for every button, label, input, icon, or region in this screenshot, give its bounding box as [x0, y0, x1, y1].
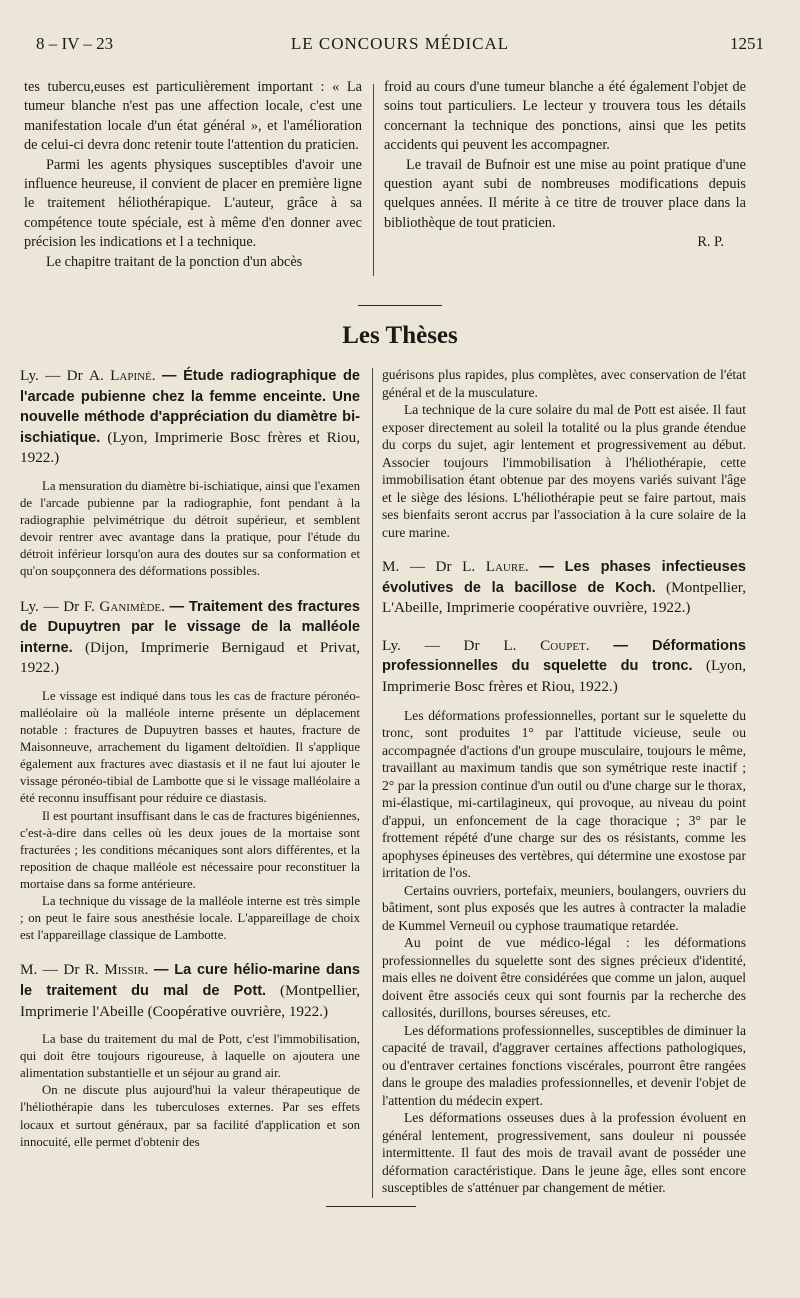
thesis-title: — Étude radiographique de l'arcade pubienne chez la femme enceinte. Une nouvelle méthode d'appréciation du diamètre bi-ischiatique. — [20, 368, 361, 446]
section-separator — [358, 305, 442, 306]
thesis-prefix: Ly. — Dr — [20, 597, 80, 615]
thesis-author: A. Lapiné. — [89, 367, 156, 384]
review-paragraph: tes tubercu,euses est particulièrement important : « La tumeur blanche n'est pas une affection locale, c'est une manifestation locale d'un état général », et l'amélioration de celui-ci devra donc retenir toute l'attention du praticien. — [24, 79, 362, 154]
thesis-heading — [382, 557, 746, 619]
summary-paragraph: Il est pourtant insuffisant dans le cas de fractures bigéniennes, c'est-à-dire dans celles où les deux joues de la mortaise sont fracturées ; les conditions mécaniques sont alors différentes, et la reposition de chaque malléole est nécessaire pour reconstituer la mortaise dans sa forme antérieure. — [20, 808, 360, 891]
issue-date: 8 – IV – 23 — [36, 34, 114, 53]
theses-left-column — [20, 366, 360, 1151]
summary-paragraph: Les déformations osseuses dues à la profession évoluent en général lentement, progressivement, sans douleur ni poussée intermittente. Il faut des mois de travail avant de posséder une déformation caractéristique. Dans le jeune âge, elles sont encore susceptibles de s'atténuer par changement de métier. — [382, 1110, 746, 1196]
thesis-title: — Traitement des fractures de Dupuytren par le vissage de la malléole interne. — [20, 598, 361, 656]
thesis-author: F. Ganimède. — [83, 597, 165, 615]
summary-paragraph: La mensuration du diamètre bi-ischiatique, ainsi que l'examen de l'arcade pubienne par la radiographie, font pendant à la radiographie pelvimétrique du détroit supérieur, et semblent devoir rentrer avec avantage dans la pratique, pour l'étude du détroit inférieur lorsqu'on aura des doutes sur sa conformation et qu'on soupçonnera des déformations possibles. — [20, 478, 360, 579]
journal-title: LE CONCOURS MÉDICAL — [290, 34, 510, 53]
summary-paragraph: Au point de vue médico-légal : les déformations professionnelles du squelette sont des signes précieux d'identité, mais elles ne doivent être considérées que comme un jalon, auquel doivent être associés ceux qui sont fournis par la recherche des callosités, durillons, bourses séreuses, etc. — [382, 935, 746, 1021]
thesis-imprint: (Lyon, Imprimerie Bosc frères et Riou, 1922.) — [20, 428, 361, 467]
summary-paragraph: Les déformations professionnelles, portant sur le squelette du tronc, sont produites 1° par l'attitude vicieuse, seule ou accompagnée d'actions d'un groupe musculaire, toujours le même, travaillant au maximum tandis que son symétrique reste inactif ; 2° par la pression continue d'un outil ou d'une charge sur le thorax, mi-élastique, mi-cartilagineux, qui provoque, au niveau du point d'appui, un enfoncement de la cage thoracique ; 3° par le frottement répété d'une charge sur des os résistants, comme les apophyses épineuses des vertèbres, qui détermine une exostose par irritation de l'os. — [382, 707, 746, 881]
end-rule — [326, 1206, 416, 1207]
thesis-summary-continued — [382, 366, 746, 541]
thesis-summary — [382, 707, 746, 1197]
thesis-summary — [20, 1031, 360, 1151]
thesis-heading — [382, 636, 746, 698]
review-paragraph: Parmi les agents physiques susceptibles d'avoir une influence heureuse, il convient de placer en première ligne le traitement héliothérapique. L'auteur, grâce à sa compétence toute spéciale, est à même d'en donner avec précision les indications et l a technique. — [24, 156, 362, 251]
review-left-column — [24, 78, 362, 272]
thesis-title: — Déformations professionnelles du squelette du tronc. — [382, 637, 747, 675]
thesis-author: R. Missir. — [84, 961, 149, 979]
review-paragraph: Le chapitre traitant de la ponction d'un abcès — [46, 253, 303, 270]
thesis-summary — [20, 688, 360, 944]
thesis-title: — Les phases infectieuses évolutives de la bacillose de Koch. — [382, 559, 747, 596]
summary-paragraph: Certains ouvriers, portefaix, meuniers, boulangers, ouvriers du bâtiment, sont plus exposés que les autres à contracter la maladie de Kummel Verneuil ou cyphose traumatique retardée. — [382, 882, 746, 933]
thesis-title: — La cure hélio-marine dans le traitement du mal de Pott. — [20, 962, 361, 999]
thesis-prefix: M. — Dr — [382, 558, 452, 575]
thesis-imprint: (Montpellier, Imprimerie l'Abeille (Coopérative ouvrière, 1922.) — [20, 981, 360, 1020]
thesis-imprint: (Montpellier, L'Abeille, Imprimerie coopérative ouvrière, 1922.) — [382, 578, 746, 617]
thesis-imprint: (Dijon, Imprimerie Bernigaud et Privat, 1922.) — [20, 638, 361, 677]
thesis-heading — [20, 366, 360, 469]
thesis-prefix: M. — Dr — [20, 961, 80, 979]
thesis-prefix: Ly. — Dr — [382, 636, 480, 654]
column-divider — [373, 84, 374, 276]
review-paragraph: Le travail de Bufnoir est une mise au point pratique d'une question ayant subi de nombreuses modifications depuis quelques années. Il mérite à ce titre de trouver place dans la bibliothèque de tout praticien. — [384, 156, 746, 231]
thesis-heading — [20, 960, 360, 1022]
thesis-heading — [20, 597, 360, 679]
thesis-author: L. Laure. — [462, 558, 529, 575]
thesis-summary — [20, 478, 360, 581]
thesis-author: L. Coupet. — [503, 636, 590, 654]
column-divider — [372, 368, 373, 1198]
page-number: 1251 — [730, 34, 764, 53]
summary-paragraph: guérisons plus rapides, plus complètes, avec conservation de l'état général et de la musculature. — [382, 367, 746, 400]
summary-paragraph: La technique de la cure solaire du mal de Pott est aisée. Il faut exposer directement au soleil la totalité ou la plus grande étendue du corps du sujet, agir lentement et progressivement au début. Associer toujours l'immobilisation à l'héliothérapie, cette immobilisation étant obtenue par des moyens variés suivant l'âge et le siège des lésions. L'héliothérapie peut se faire partout, mais ses bienfaits seront accrus par l'association à la cure solaire de la cure marine. — [382, 402, 746, 540]
thesis-prefix: Ly. — Dr — [20, 367, 83, 384]
running-header — [36, 34, 764, 60]
summary-paragraph: Le vissage est indiqué dans tous les cas de fracture péronéo-malléolaire où la malléole interne présente un déplacement notable : fractures de Dupuytren basses et hautes, fracture de Maisonneuve, arrachement du ligament deltoïdien. Il s'applique également aux fractures avec diastasis et il ne faut lui ajouter le vissage péronéo-tibial de Lambotte que si le vissage malléolaire a été reconnu insuffisant pour réduire ce diastasis. — [20, 688, 360, 806]
summary-paragraph: La technique du vissage de la malléole interne est très simple ; on peut le faire sous anesthésie locale. L'appareillage de choix est l'appareillage classique de Lambotte. — [20, 894, 360, 943]
review-right-column — [384, 78, 746, 253]
thesis-imprint: (Lyon, Imprimerie Bosc frères et Riou, 1922.) — [382, 657, 746, 695]
review-paragraph: froid au cours d'une tumeur blanche a été également l'objet de soins tout particuliers. Le lecteur y trouvera tous les détails concernant la technique des ponctions, ainsi que les petits accidents qui peuvent les accompagner. — [384, 79, 746, 154]
summary-paragraph: Les déformations professionnelles, susceptibles de diminuer la capacité de travail, d'aggraver certaines affections pathologiques, ou d'entraver certaines fonctions viscérales, pourront être rangées dans le groupe des maladies professionnelles, et devenir l'objet de l'attention du médecin expert. — [382, 1022, 746, 1108]
summary-paragraph: La base du traitement du mal de Pott, c'est l'immobilisation, qui doit être toujours rigoureuse, à laquelle on ajoutera une alimentation substantielle et un séjour au grand air. — [20, 1032, 360, 1081]
theses-right-column — [382, 366, 746, 1197]
review-signature: R. P. — [697, 234, 724, 251]
section-title: Les Thèses — [342, 322, 458, 349]
summary-paragraph: On ne discute plus aujourd'hui la valeur thérapeutique de l'héliothérapie dans les tuberculoses externes. Par ses effets locaux et surtout généraux, par sa facilité d'application et son innocuité, elle permet d'obtenir des — [20, 1083, 360, 1149]
